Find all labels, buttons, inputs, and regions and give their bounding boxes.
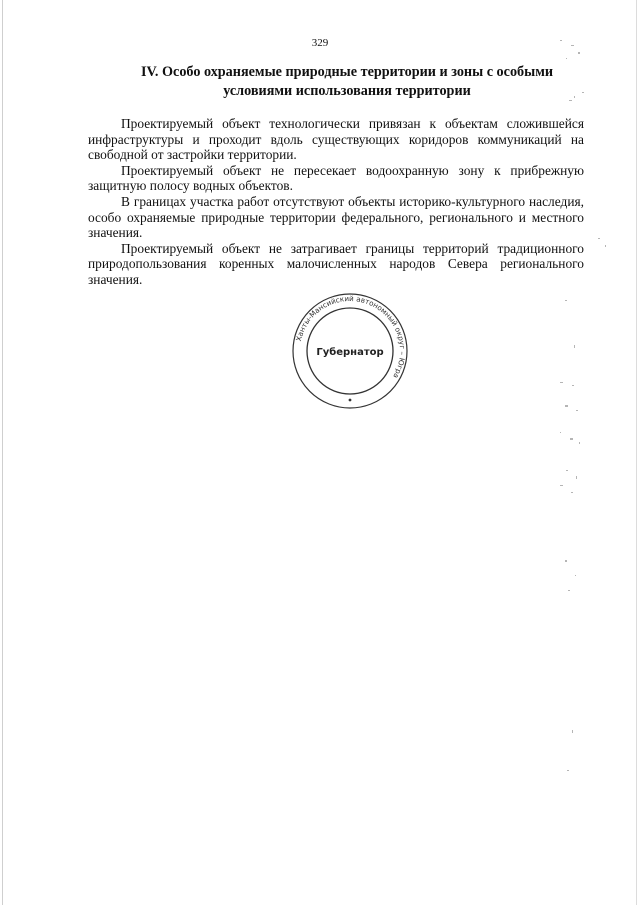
scan-edge-right [636, 0, 637, 905]
stamp-ring-text: Ханты-Мансийский автономный округ – Югра [294, 293, 408, 380]
page-number: 329 [311, 37, 329, 49]
section-heading [110, 63, 584, 101]
paragraph-heritage: В границах участка работ отсутствуют объекты историко-культурного наследия, особо охраняемые природные территории федерального, регионального и местного значения. [88, 193, 584, 241]
governor-stamp [285, 292, 415, 410]
section-heading-line-1: IV. Особо охраняемые природные территории и зоны с особыми [140, 64, 554, 80]
stamp-center-text: Губернатор [316, 347, 384, 358]
paragraph-infrastructure: Проектируемый объект технологически привязан к объектам сложившейся инфраструктуры и проходит вдоль существующих коридоров коммуникаций на свободной от застройки территории. [88, 116, 584, 163]
paragraph-traditional-use: Проектируемый объект не затрагивает границы территорий традиционного природопользования коренных малочисленных народов Севера регионального значения. [88, 240, 584, 287]
stamp-dot [349, 399, 352, 402]
scan-edge-left [2, 0, 3, 905]
section-body [88, 116, 584, 288]
paragraph-water-zone: Проектируемый объект не пересекает водоохранную зону к прибрежную защитную полосу водных объектов. [88, 162, 584, 194]
section-heading-line-2: условиями использования территории [223, 83, 471, 99]
